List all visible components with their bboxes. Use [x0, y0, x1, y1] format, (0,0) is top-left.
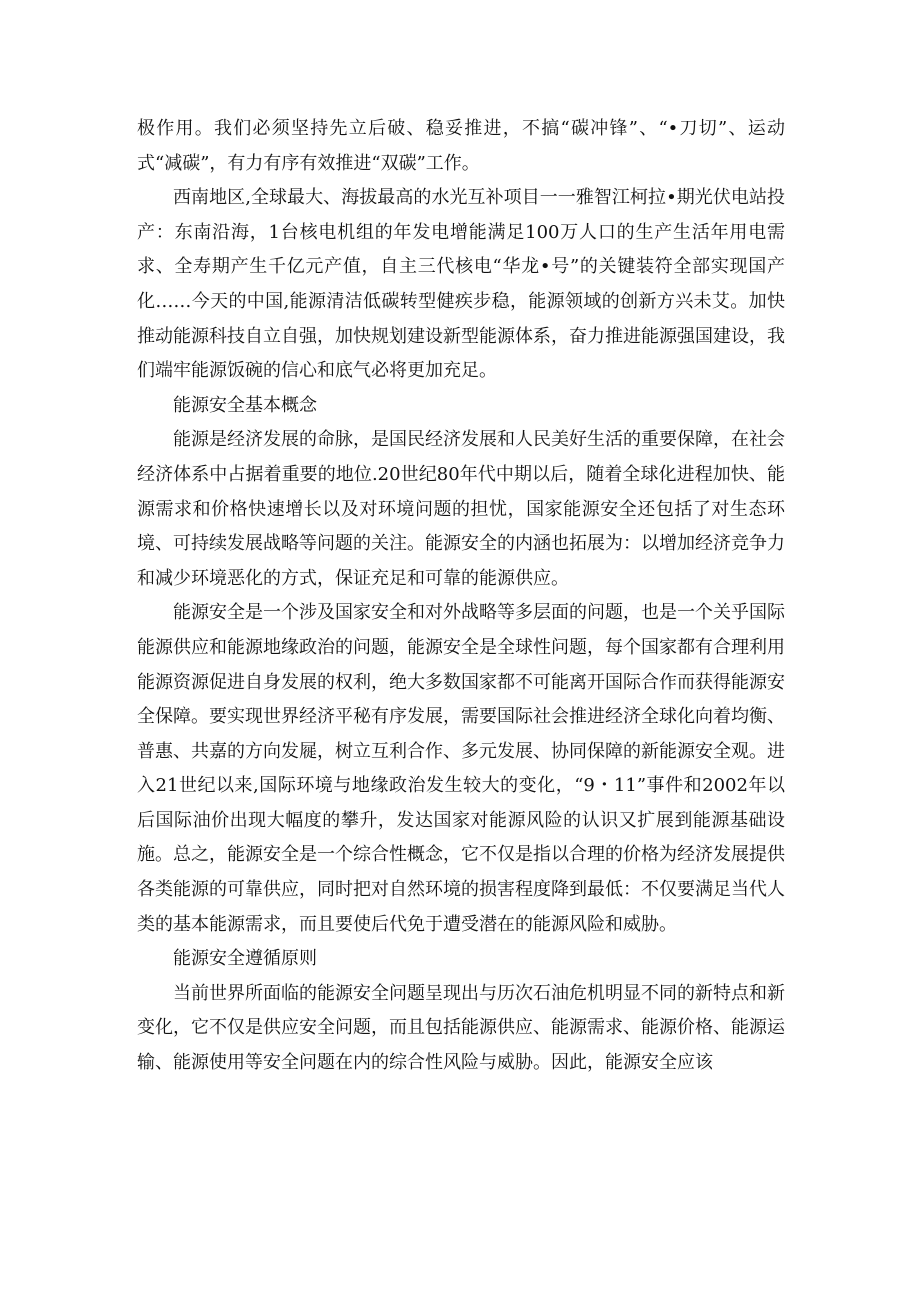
paragraph-carbon-peak: 极作用。我们必须坚持先立后破、稳妥推进，不搞“碳冲锋”、“•刀切”、运动式“减碳”，有力有序有效推进“双碳”工作。	[137, 118, 785, 174]
paragraph-current-challenges: 当前世界所面临的能源安全问题呈现出与历次石油危机明显不同的新特点和新变化，它不仅是供应安全问题，而且包括能源供应、能源需求、能源价格、能源运输、能源使用等安全问题在内的综合性风险与威胁。因此，能源安全应该	[137, 982, 785, 1074]
document-page	[137, 112, 785, 1081]
heading-energy-security-principles: 能源安全遵循原则	[173, 948, 317, 970]
paragraph-energy-security-global: 能源安全是一个涉及国家安全和对外战略等多层面的问题，也是一个关乎国际能源供应和能源地缘政治的问题，能源安全是全球性问题，每个国家都有合理利用能源资源促进自身发展的权利，绝大多数国家都不可能离开国际合作而获得能源安全保障。要实现世界经济平秘有序发展，需要国际社会推进经济全球化向着均衡、普惠、共嘉的方向发屣，树立互利合作、多元发展、协同保障的新能源安全观。进入21世纪以来,国际环境与地缘政治发生较大的变化，“9・11”事件和2002年以后国际油价出现大幅度的攀升，发达国家对能源风险的认识又扩展到能源基础设施。总之，能源安全是一个综合性概念，它不仅是指以合理的价格为经济发展提供各类能源的可靠供应，同时把对自然环境的损害程度降到最低：不仅要满足当代人类的基本能源需求，而且要使后代免于遭受潜在的能源风险和威胁。	[137, 602, 785, 935]
heading-energy-security-concept: 能源安全基本概念	[173, 394, 317, 416]
paragraph-energy-lifeline: 能源是经济发展的命脉，是国民经济发展和人民美好生活的重要保障，在社会经济体系中占据着重要的地位.20世纪80年代中期以后，随着全球化进程加快、能源需求和价格快速增长以及对环境问题的担忧，国家能源安全还包括了对生态环境、可持续发展战略等问题的关注。能源安全的内涵也拓展为：以增加经济竞争力和减少环境恶化的方式，保证充足和可靠的能源供应。	[137, 429, 785, 589]
paragraph-china-energy-progress: 西南地区,全球最大、海拔最高的水光互补项目一一雅智江柯拉•期光伏电站投产：东南沿海，1台核电机组的年发电增能满足100万人口的生产生活年用电需求、全寿期产生千亿元产值，自主三代核电“华龙•号”的关键装符全部实现国产化……今天的中国,能源清洁低碳转型健疾步稳，能源领域的创新方兴未艾。加快推动能源科技自立自强，加快规划建设新型能源体系，奋力推进能源强国建设，我们端牢能源饭碗的信心和底气必将更加充足。	[137, 187, 785, 382]
